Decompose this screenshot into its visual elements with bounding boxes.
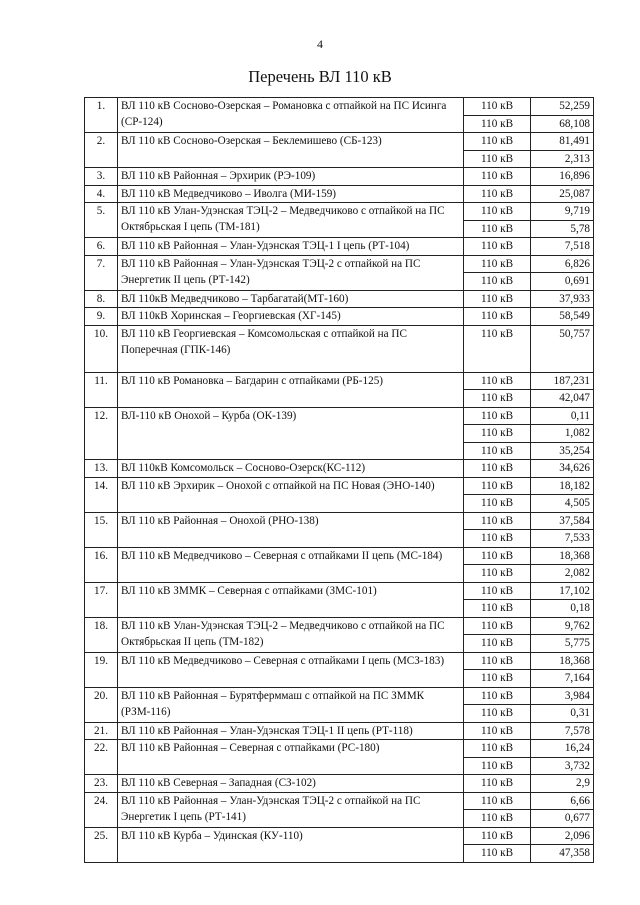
voltage-cell: 110 кВ (464, 670, 531, 688)
table-row (85, 775, 594, 793)
row-number: 25. (85, 827, 118, 862)
line-name: ВЛ 110 кВ Улан-Удэнская ТЭЦ-2 – Медведчиково с отпайкой на ПС Октябрьская I цепь (ТМ-181) (118, 203, 464, 238)
row-number: 8. (85, 290, 118, 308)
voltage-cell: 110 кВ (464, 150, 531, 168)
row-number: 10. (85, 325, 118, 372)
voltage-cell: 110 кВ (464, 238, 531, 256)
voltage-cell: 110 кВ (464, 460, 531, 478)
line-name: ВЛ 110 кВ Районная – Эрхирик (РЭ-109) (118, 168, 464, 186)
length-cell: 47,358 (531, 845, 594, 863)
table-row (85, 185, 594, 203)
length-cell: 2,9 (531, 775, 594, 793)
voltage-cell: 110 кВ (464, 273, 531, 291)
length-cell: 2,313 (531, 150, 594, 168)
voltage-cell: 110 кВ (464, 617, 531, 635)
voltage-cell: 110 кВ (464, 687, 531, 705)
length-cell: 37,933 (531, 290, 594, 308)
voltage-cell: 110 кВ (464, 98, 531, 116)
length-cell: 7,533 (531, 530, 594, 548)
line-name: ВЛ 110 кВ Районная – Бурятферммаш с отпайкой на ПС ЗММК (РЗМ-116) (118, 687, 464, 722)
row-number: 13. (85, 460, 118, 478)
voltage-cell: 110 кВ (464, 308, 531, 326)
voltage-cell: 110 кВ (464, 530, 531, 548)
page-title: Перечень ВЛ 110 кВ (248, 67, 392, 86)
line-name: ВЛ 110 кВ Районная – Улан-Удэнская ТЭЦ-1 II цепь (РТ-118) (118, 722, 464, 740)
power-lines-table (84, 97, 594, 863)
voltage-cell: 110 кВ (464, 810, 531, 828)
line-name: ВЛ 110 кВ Курба – Удинская (КУ-110) (118, 827, 464, 862)
line-name: ВЛ 110кВ Хоринская – Георгиевская (ХГ-145) (118, 308, 464, 326)
length-cell: 34,626 (531, 460, 594, 478)
voltage-cell: 110 кВ (464, 775, 531, 793)
length-cell: 5,78 (531, 220, 594, 238)
voltage-cell: 110 кВ (464, 133, 531, 151)
voltage-cell: 110 кВ (464, 652, 531, 670)
line-name: ВЛ 110 кВ Медведчиково – Иволга (МИ-159) (118, 185, 464, 203)
table-row (85, 512, 594, 530)
table-row (85, 168, 594, 186)
line-name: ВЛ 110кВ Медведчиково – Тарбагатай(МТ-160) (118, 290, 464, 308)
length-cell: 16,896 (531, 168, 594, 186)
line-name: ВЛ 110 кВ Романовка – Багдарин с отпайками (РБ-125) (118, 372, 464, 407)
voltage-cell: 110 кВ (464, 705, 531, 723)
length-cell: 6,66 (531, 792, 594, 810)
row-number: 2. (85, 133, 118, 168)
length-cell: 3,732 (531, 757, 594, 775)
table-row (85, 687, 594, 705)
length-cell: 0,18 (531, 600, 594, 618)
line-name: ВЛ 110 кВ Районная – Улан-Удэнская ТЭЦ-1 I цепь (РТ-104) (118, 238, 464, 256)
length-cell: 0,31 (531, 705, 594, 723)
line-name: ВЛ 110 кВ Улан-Удэнская ТЭЦ-2 – Медведчиково с отпайкой на ПС Октябрьская II цепь (ТМ-182) (118, 617, 464, 652)
length-cell: 81,491 (531, 133, 594, 151)
table-row (85, 238, 594, 256)
page-number: 4 (317, 37, 323, 51)
row-number: 16. (85, 547, 118, 582)
row-number: 1. (85, 98, 118, 133)
row-number: 15. (85, 512, 118, 547)
voltage-cell: 110 кВ (464, 325, 531, 372)
table-row (85, 617, 594, 635)
table-row (85, 477, 594, 495)
voltage-cell: 110 кВ (464, 565, 531, 583)
length-cell: 7,518 (531, 238, 594, 256)
row-number: 22. (85, 740, 118, 775)
row-number: 14. (85, 477, 118, 512)
voltage-cell: 110 кВ (464, 600, 531, 618)
length-cell: 3,984 (531, 687, 594, 705)
table-row (85, 460, 594, 478)
line-name: ВЛ 110 кВ Георгиевская – Комсомольская с отпайкой на ПС Поперечная (ГПК-146) (118, 325, 464, 372)
table-row (85, 407, 594, 425)
row-number: 4. (85, 185, 118, 203)
line-name: ВЛ 110 кВ Эрхирик – Онохой с отпайкой на ПС Новая (ЭНО-140) (118, 477, 464, 512)
length-cell: 18,368 (531, 652, 594, 670)
length-cell: 18,182 (531, 477, 594, 495)
row-number: 5. (85, 203, 118, 238)
line-name: ВЛ 110 кВ Районная – Онохой (РНО-138) (118, 512, 464, 547)
row-number: 21. (85, 722, 118, 740)
length-cell: 2,096 (531, 827, 594, 845)
line-name: ВЛ 110 кВ Северная – Западная (СЗ-102) (118, 775, 464, 793)
length-cell: 9,719 (531, 203, 594, 221)
voltage-cell: 110 кВ (464, 185, 531, 203)
length-cell: 187,231 (531, 372, 594, 390)
length-cell: 9,762 (531, 617, 594, 635)
length-cell: 58,549 (531, 308, 594, 326)
voltage-cell: 110 кВ (464, 115, 531, 133)
line-name: ВЛ 110 кВ Медведчиково – Северная с отпайками II цепь (МС-184) (118, 547, 464, 582)
length-cell: 0,11 (531, 407, 594, 425)
row-number: 19. (85, 652, 118, 687)
voltage-cell: 110 кВ (464, 442, 531, 460)
row-number: 18. (85, 617, 118, 652)
table-row (85, 290, 594, 308)
row-number: 9. (85, 308, 118, 326)
length-cell: 1,082 (531, 425, 594, 443)
length-cell: 42,047 (531, 390, 594, 408)
length-cell: 0,691 (531, 273, 594, 291)
voltage-cell: 110 кВ (464, 495, 531, 513)
table-row (85, 652, 594, 670)
voltage-cell: 110 кВ (464, 757, 531, 775)
table-row (85, 582, 594, 600)
row-number: 20. (85, 687, 118, 722)
line-name: ВЛ 110 кВ Медведчиково – Северная с отпайками I цепь (МСЗ-183) (118, 652, 464, 687)
voltage-cell: 110 кВ (464, 547, 531, 565)
table-row (85, 325, 594, 372)
row-number: 23. (85, 775, 118, 793)
voltage-cell: 110 кВ (464, 290, 531, 308)
length-cell: 7,578 (531, 722, 594, 740)
length-cell: 37,584 (531, 512, 594, 530)
length-cell: 7,164 (531, 670, 594, 688)
length-cell: 35,254 (531, 442, 594, 460)
table-row (85, 827, 594, 845)
length-cell: 17,102 (531, 582, 594, 600)
voltage-cell: 110 кВ (464, 477, 531, 495)
row-number: 3. (85, 168, 118, 186)
table-row (85, 255, 594, 273)
voltage-cell: 110 кВ (464, 845, 531, 863)
length-cell: 2,082 (531, 565, 594, 583)
length-cell: 25,087 (531, 185, 594, 203)
voltage-cell: 110 кВ (464, 220, 531, 238)
voltage-cell: 110 кВ (464, 582, 531, 600)
line-name: ВЛ 110 кВ ЗММК – Северная с отпайками (ЗМС-101) (118, 582, 464, 617)
voltage-cell: 110 кВ (464, 740, 531, 758)
row-number: 6. (85, 238, 118, 256)
voltage-cell: 110 кВ (464, 827, 531, 845)
line-name: ВЛ 110 кВ Сосново-Озерская – Беклемишево (СБ-123) (118, 133, 464, 168)
line-name: ВЛ 110 кВ Районная – Северная с отпайками (РС-180) (118, 740, 464, 775)
row-number: 11. (85, 372, 118, 407)
line-name: ВЛ 110 кВ Районная – Улан-Удэнская ТЭЦ-2 с отпайкой на ПС Энергетик I цепь (РТ-141) (118, 792, 464, 827)
voltage-cell: 110 кВ (464, 792, 531, 810)
voltage-cell: 110 кВ (464, 372, 531, 390)
voltage-cell: 110 кВ (464, 722, 531, 740)
length-cell: 5,775 (531, 635, 594, 653)
row-number: 24. (85, 792, 118, 827)
line-name: ВЛ 110кВ Комсомольск – Сосново-Озерск(КС-112) (118, 460, 464, 478)
table-row (85, 133, 594, 151)
line-name: ВЛ 110 кВ Сосново-Озерская – Романовка с отпайкой на ПС Исинга (СР-124) (118, 98, 464, 133)
table-body (85, 98, 594, 863)
table-row (85, 203, 594, 221)
voltage-cell: 110 кВ (464, 168, 531, 186)
table-row (85, 792, 594, 810)
voltage-cell: 110 кВ (464, 425, 531, 443)
length-cell: 16,24 (531, 740, 594, 758)
table-row (85, 98, 594, 116)
length-cell: 50,757 (531, 325, 594, 372)
length-cell: 6,826 (531, 255, 594, 273)
voltage-cell: 110 кВ (464, 635, 531, 653)
length-cell: 0,677 (531, 810, 594, 828)
table-row (85, 308, 594, 326)
line-name: ВЛ-110 кВ Онохой – Курба (ОК-139) (118, 407, 464, 460)
row-number: 17. (85, 582, 118, 617)
voltage-cell: 110 кВ (464, 203, 531, 221)
length-cell: 68,108 (531, 115, 594, 133)
length-cell: 52,259 (531, 98, 594, 116)
voltage-cell: 110 кВ (464, 407, 531, 425)
voltage-cell: 110 кВ (464, 512, 531, 530)
row-number: 12. (85, 407, 118, 460)
voltage-cell: 110 кВ (464, 255, 531, 273)
length-cell: 4,505 (531, 495, 594, 513)
table-row (85, 722, 594, 740)
table-row (85, 547, 594, 565)
line-name: ВЛ 110 кВ Районная – Улан-Удэнская ТЭЦ-2 с отпайкой на ПС Энергетик II цепь (РТ-142) (118, 255, 464, 290)
row-number: 7. (85, 255, 118, 290)
table-row (85, 372, 594, 390)
table-row (85, 740, 594, 758)
length-cell: 18,368 (531, 547, 594, 565)
voltage-cell: 110 кВ (464, 390, 531, 408)
